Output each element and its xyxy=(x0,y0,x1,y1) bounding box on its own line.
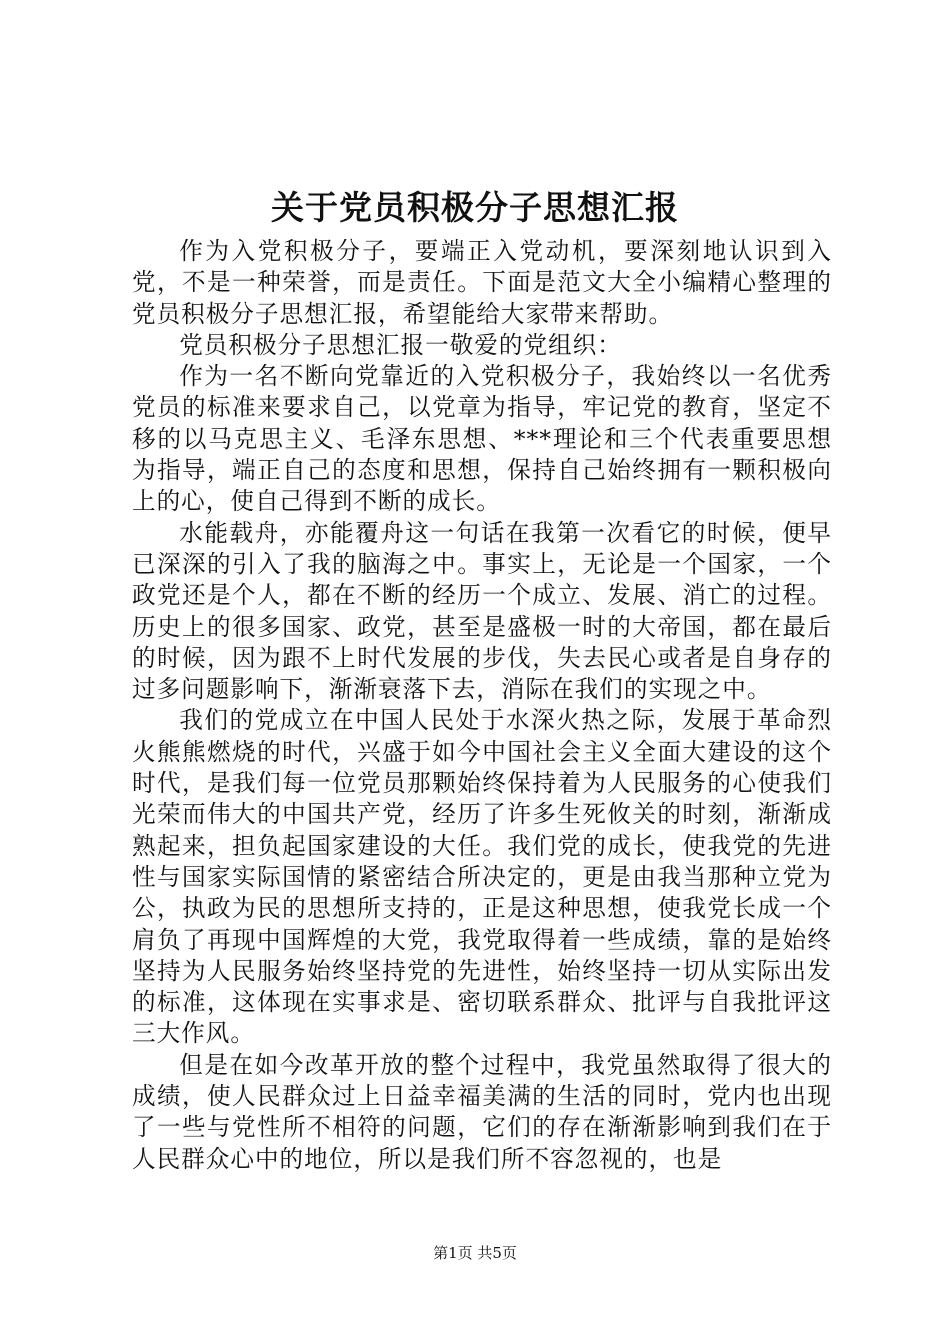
page-footer: 第1页 共5页 xyxy=(433,1244,517,1262)
paragraph-intro: 作为入党积极分子，要端正入党动机，要深刻地认识到入党，不是一种荣誉，而是责任。下面是范文大全小编精心整理的党员积极分子思想汇报，希望能给大家带来帮助。 xyxy=(132,237,832,328)
paragraph-salutation: 党员积极分子思想汇报一敬爱的党组织： xyxy=(179,330,622,359)
paragraph-3: 作为一名不断向党靠近的入党积极分子，我始终以一名优秀党员的标准来要求自己，以党章为指导，牢记党的教育，坚定不移的以马克思主义、毛泽东思想、***理论和三个代表重要思想为指导，端正自己的态度和思想，保持自己始终拥有一颗积极向上的心，使自己得到不断的成长。 xyxy=(132,362,832,516)
document-title: 关于党员积极分子思想汇报 xyxy=(271,188,679,227)
paragraph-5: 我们的党成立在中国人民处于水深火热之际，发展于革命烈火熊熊燃烧的时代，兴盛于如今中国社会主义全面大建设的这个时代，是我们每一位党员那颗始终保持着为人民服务的心使我们光荣而伟大的中国共产党，经历了许多生死攸关的时刻，渐渐成熟起来，担负起国家建设的大任。我们党的成长，使我党的先进性与国家实际国情的紧密结合所决定的，更是由我当那种立党为公，执政为民的思想所支持的，正是这种思想，使我党长成一个肩负了再现中国辉煌的大党，我党取得着一些成绩，靠的是始终坚持为人民服务始终坚持党的先进性，始终坚持一切从实际出发的标准，这体现在实事求是、密切联系群众、批评与自我批评这三大作风。 xyxy=(132,706,832,1048)
document-body xyxy=(132,236,832,1175)
paragraph-6: 但是在如今改革开放的整个过程中，我党虽然取得了很大的成绩，使人民群众过上日益幸福美满的生活的同时，党内也出现了一些与党性所不相符的问题，它们的存在渐渐影响到我们在于人民群众心中的地位，所以是我们所不容忽视的，也是 xyxy=(132,1050,832,1173)
paragraph-4: 水能载舟，亦能覆舟这一句话在我第一次看它的时候，便早已深深的引入了我的脑海之中。事实上，无论是一个国家，一个政党还是个人，都在不断的经历一个成立、发展、消亡的过程。历史上的很多国家、政党，甚至是盛极一时的大帝国，都在最后的时候，因为跟不上时代发展的步伐，失去民心或者是自身存的过多问题影响下，渐渐衰落下去，消际在我们的实现之中。 xyxy=(132,518,832,704)
